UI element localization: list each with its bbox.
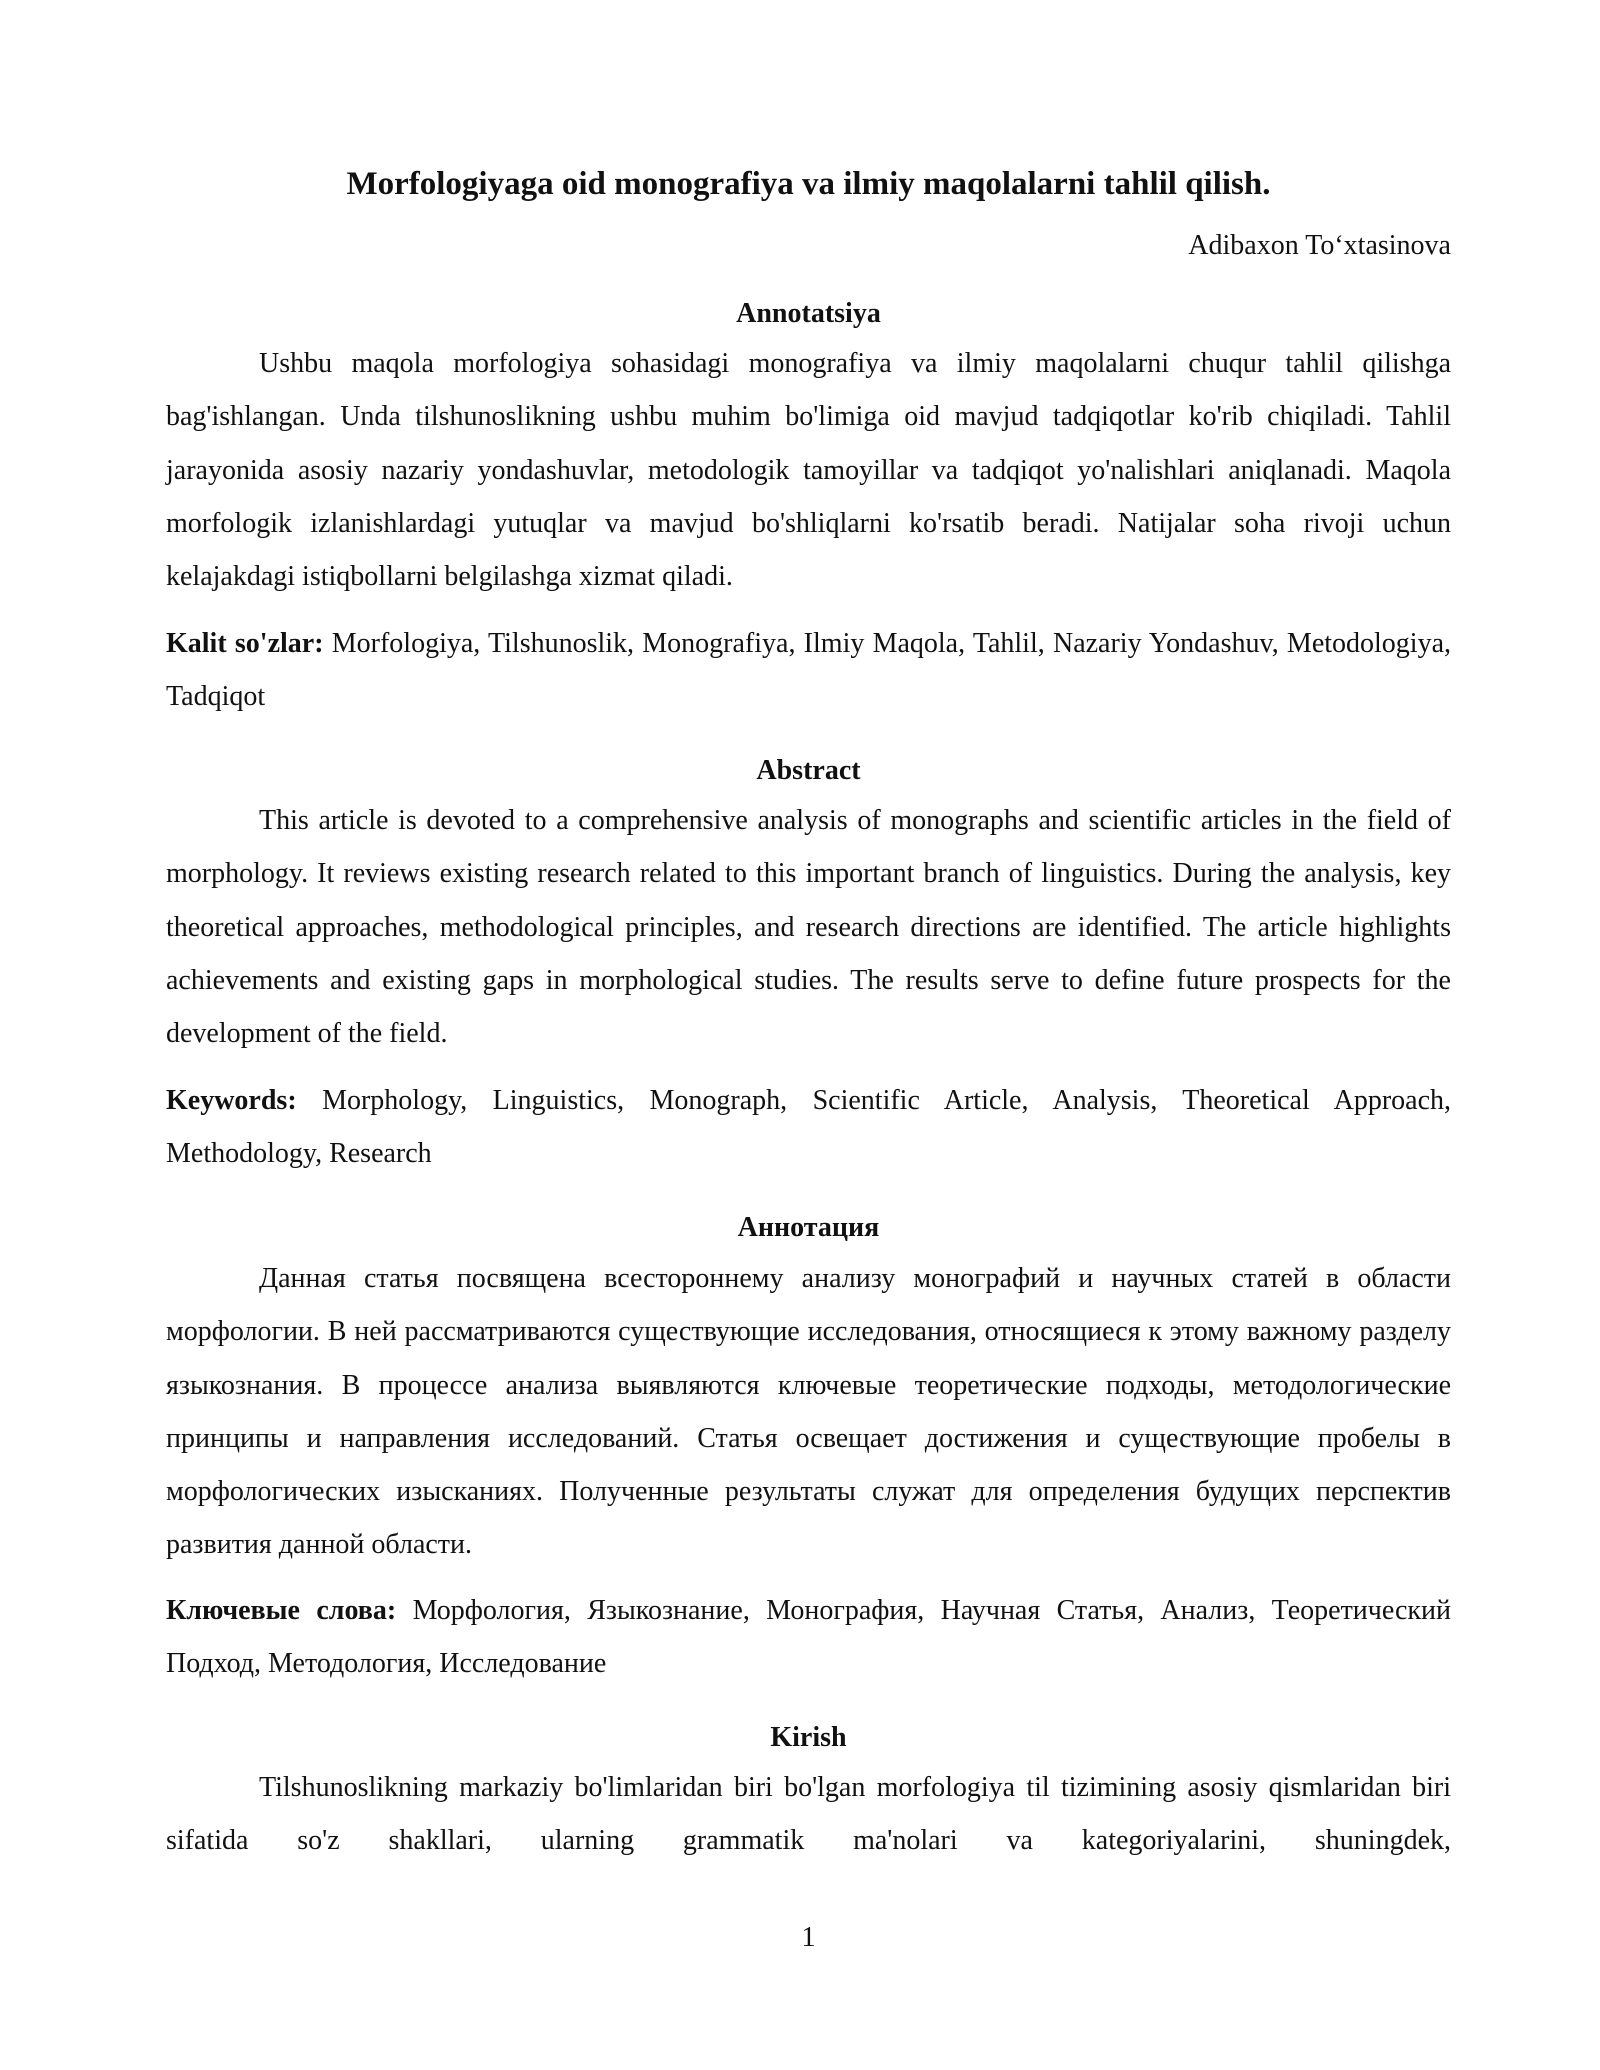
- keywords-ru-label: Ключевые слова:: [166, 1595, 397, 1626]
- abstract-text: This article is devoted to a comprehensive analysis of monographs and scientific articles in the field of morphology. It reviews existing research related to this important branch of linguistics. During the analysis, key theoretical approaches, methodological principles, and research directions are identified. The article highlights achievements and existing gaps in morphological studies. The results serve to define future prospects for the development of the field.: [166, 805, 1451, 1050]
- annotation-ru-text: Данная статья посвящена всестороннему анализу монографий и научных статей в области морфологии. В ней рассматриваются существующие исследования, относящиеся к этому важному разделу языкознания. В процессе анализа выявляются ключевые теоретические подходы, методологические принципы и направления исследований. Статья освещает достижения и существующие пробелы в морфологических изысканиях. Полученные результаты служат для определения будущих перспектив развития данной области.: [166, 1263, 1451, 1561]
- article-title: Morfologiyaga oid monografiya va ilmiy maqolalarni tahlil qilish.: [346, 166, 1271, 202]
- author-name: Adibaxon To‘xtasinova: [1188, 230, 1451, 261]
- keywords-uz-label: Kalit so'zlar:: [166, 628, 324, 659]
- keywords-en: [166, 1074, 1451, 1181]
- annotation-uz-text: Ushbu maqola morfologiya sohasidagi monografiya va ilmiy maqolalarni chuqur tahlil qilishga bag'ishlangan. Unda tilshunoslikning ushbu muhim bo'limiga oid mavjud tadqiqotlar ko'rib chiqiladi. Tahlil jarayonida asosiy nazariy yondashuvlar, metodologik tamoyillar va tadqiqot yo'nalishlari aniqlanadi. Maqola morfologik izlanishlardagi yutuqlar va mavjud bo'shliqlarni ko'rsatib beradi. Natijalar soha rivoji uchun kelajakdagi istiqbollarni belgilashga xizmat qiladi.: [166, 348, 1451, 593]
- keywords-ru: [166, 1584, 1451, 1691]
- introduction-heading: Kirish: [770, 1722, 847, 1753]
- keywords-uz-list: Morfologiya, Tilshunoslik, Monografiya, Ilmiy Maqola, Tahlil, Nazariy Yondashuv, Metodologiya, Tadqiqot: [166, 628, 1452, 713]
- keywords-uz: [166, 617, 1451, 724]
- keywords-ru-list: Морфология, Языкознание, Монография, Научная Статья, Анализ, Теоретический Подход, Методология, Исследование: [166, 1595, 1451, 1680]
- page-number: 1: [801, 1922, 816, 1953]
- keywords-en-list: Morphology, Linguistics, Monograph, Scientific Article, Analysis, Theoretical Approach, Methodology, Research: [166, 1085, 1452, 1170]
- abstract-heading: Abstract: [756, 755, 861, 786]
- annotation-uz-heading: Annotatsiya: [736, 298, 881, 329]
- introduction-text: Tilshunoslikning markaziy bo'limlaridan biri bo'lgan morfologiya til tizimining asosiy qismlaridan biri sifatida so'z shakllari, ularning grammatik ma'nolari va kategoriyalarini, shuningdek,: [166, 1772, 1451, 1857]
- keywords-en-label: Keywords:: [166, 1085, 297, 1116]
- annotation-ru-heading: Аннотация: [737, 1212, 880, 1243]
